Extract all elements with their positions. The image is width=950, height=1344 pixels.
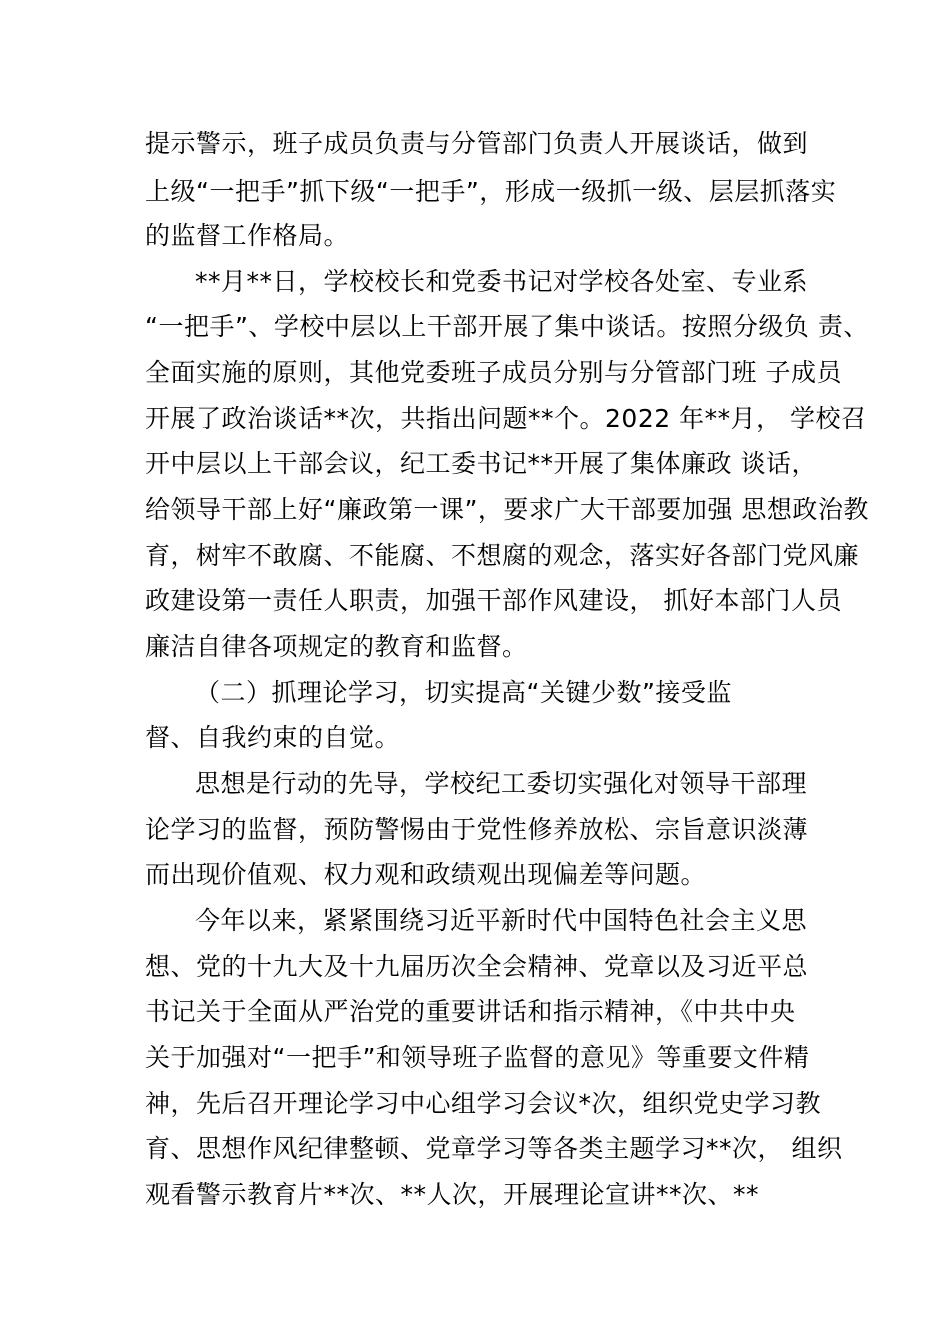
text-line: 神，先后召开理论学习中心组学习会议*次，组织党史学习教: [145, 1089, 822, 1118]
paragraph-start-line: 今年以来，紧紧围绕习近平新时代中国特色社会主义思: [195, 906, 808, 935]
text-line: 而出现价值观、权力观和政绩观出现偏差等问题。: [145, 860, 707, 889]
text-line: 政建设第一责任人职责，加强干部作风建设， 抓好本部门人员: [145, 586, 842, 615]
text-line: 观看警示教育片**次、**人次，开展理论宣讲**次、**: [145, 1180, 760, 1209]
text-line: 提示警示，班子成员负责与分管部门负责人开展谈话，做到: [145, 129, 809, 158]
text-line: 书记关于全面从严治党的重要讲话和指示精神，《中共中央: [145, 997, 796, 1026]
paragraph-start-line: 思想是行动的先导，学校纪工委切实强化对领导干部理: [195, 769, 808, 798]
text-line: 育，树牢不敢腐、不能腐、不想腐的观念，落实好各部门党风廉: [145, 541, 860, 570]
text-line: 关于加强对“一把手”和领导班子监督的意见》等重要文件精: [145, 1043, 810, 1072]
text-line: 给领导干部上好“廉政第一课”，要求广大干部要加强 思想政治教: [145, 495, 869, 524]
text-line: 廉洁自律各项规定的教育和监督。: [145, 632, 528, 661]
section-heading-line: 督、自我约束的自觉。: [145, 723, 401, 752]
text-line: 全面实施的原则，其他党委班子成员分别与分管部门班 子成员: [145, 358, 842, 387]
text-line: 的监督工作格局。: [145, 221, 350, 250]
text-line: 育、思想作风纪律整顿、党章学习等各类主题学习**次， 组织: [145, 1134, 843, 1163]
text-line: 开中层以上干部会议，纪工委书记**开展了集体廉政 谈话，: [145, 449, 817, 478]
text-line: 上级“一把手”抓下级“一把手”，形成一级抓一级、层层抓落实: [145, 177, 837, 206]
text-line: 开展了政治谈话**次，共指出问题**个。2022 年**月， 学校召: [145, 404, 867, 433]
text-line: 论学习的监督，预防警惕由于党性修养放松、宗旨意识淡薄: [145, 815, 809, 844]
text-line: 想、党的十九大及十九届历次全会精神、党章以及习近平总: [145, 952, 809, 981]
text-line: “一把手”、学校中层以上干部开展了集中谈话。按照分级负 责、: [145, 312, 869, 341]
section-heading-line: （二）抓理论学习，切实提高“关键少数”接受监: [195, 678, 732, 707]
paragraph-start-line: **月**日，学校校长和党委书记对学校各处室、专业系: [195, 267, 809, 296]
